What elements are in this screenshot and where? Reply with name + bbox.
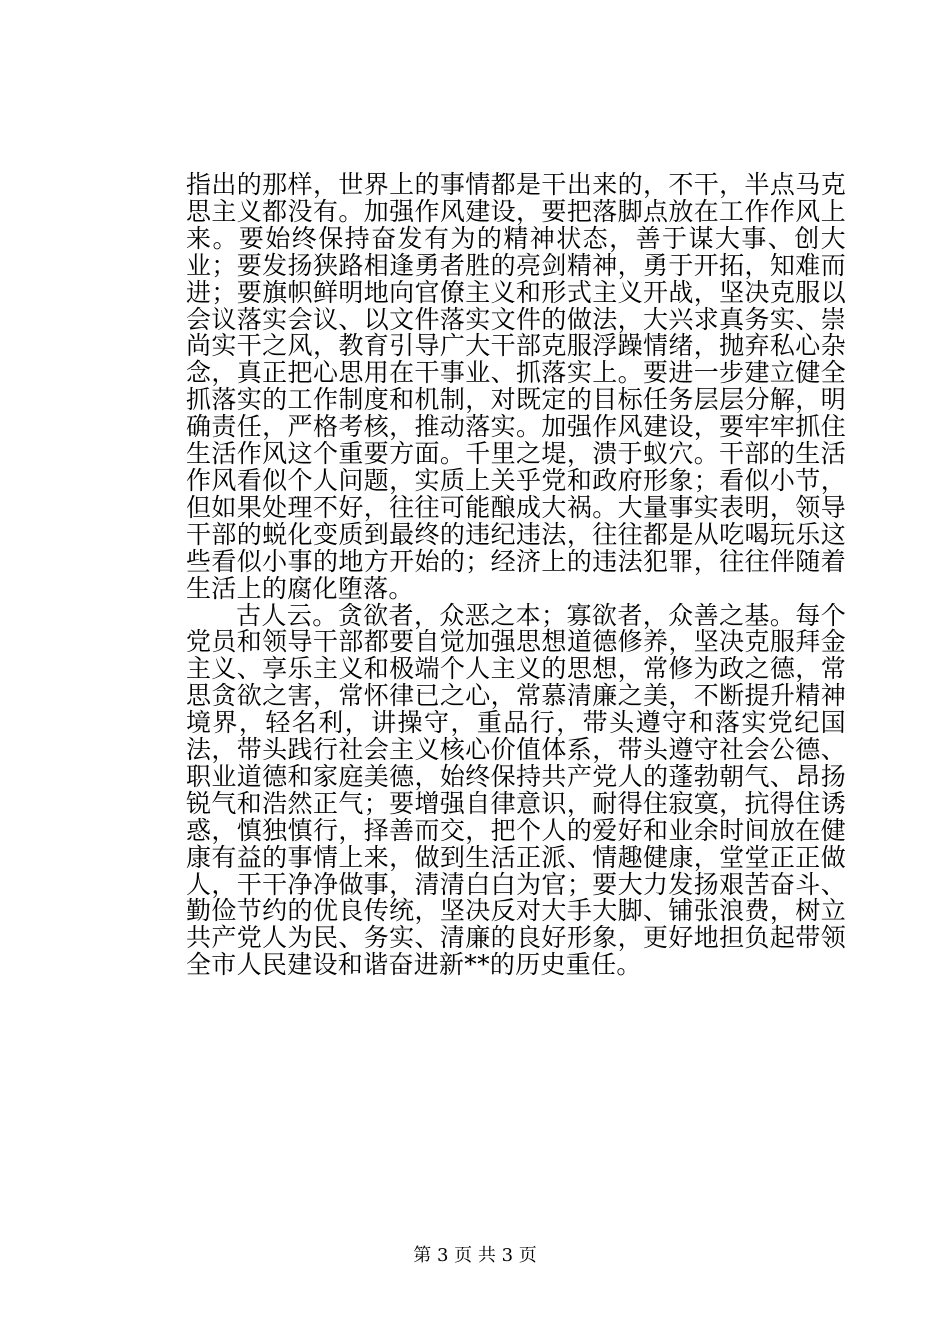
document-body <box>186 172 846 979</box>
paragraph-2: 古人云。贪欲者，众恶之本；寡欲者，众善之基。每个党员和领导干部都要自觉加强思想道德修养，坚决克服拜金主义、享乐主义和极端个人主义的思想，常修为政之德，常思贪欲之害，常怀律已之心，常慕清廉之美，不断提升精神境界，轻名利，讲操守，重品行，带头遵守和落实党纪国法，带头践行社会主义核心价值体系，带头遵守社会公德、职业道德和家庭美德，始终保持共产党人的蓬勃朝气、昂扬锐气和浩然正气；要增强自律意识，耐得住寂寞，抗得住诱惑，慎独慎行，择善而交，把个人的爱好和业余时间放在健康有益的事情上来，做到生活正派、情趣健康，堂堂正正做人，干干净净做事，清清白白为官；要大力发扬艰苦奋斗、勤俭节约的优良传统，坚决反对大手大脚、铺张浪费，树立共产党人为民、务实、清廉的良好形象，更好地担负起带领全市人民建设和谐奋进新**的历史重任。 <box>186 600 846 980</box>
paragraph-1: 指出的那样，世界上的事情都是干出来的，不干，半点马克思主义都没有。加强作风建设，要把落脚点放在工作作风上来。要始终保持奋发有为的精神状态，善于谋大事、创大业；要发扬狭路相逢勇者胜的亮剑精神，勇于开拓，知难而进；要旗帜鲜明地向官僚主义和形式主义开战，坚决克服以会议落实会议、以文件落实文件的做法，大兴求真务实、崇尚实干之风，教育引导广大干部克服浮躁情绪，抛弃私心杂念，真正把心思用在干事业、抓落实上。要进一步建立健全抓落实的工作制度和机制，对既定的目标任务层层分解，明确责任，严格考核，推动落实。加强作风建设，要牢牢抓住生活作风这个重要方面。千里之堤，溃于蚁穴。干部的生活作风看似个人问题，实质上关乎党和政府形象；看似小节，但如果处理不好，往往可能酿成大祸。大量事实表明，领导干部的蜕化变质到最终的违纪违法，往往都是从吃喝玩乐这些看似小事的地方开始的；经济上的违法犯罪，往往伴随着生活上的腐化堕落。 <box>186 170 846 603</box>
page-footer: 第 3 页 共 3 页 <box>413 1245 537 1266</box>
